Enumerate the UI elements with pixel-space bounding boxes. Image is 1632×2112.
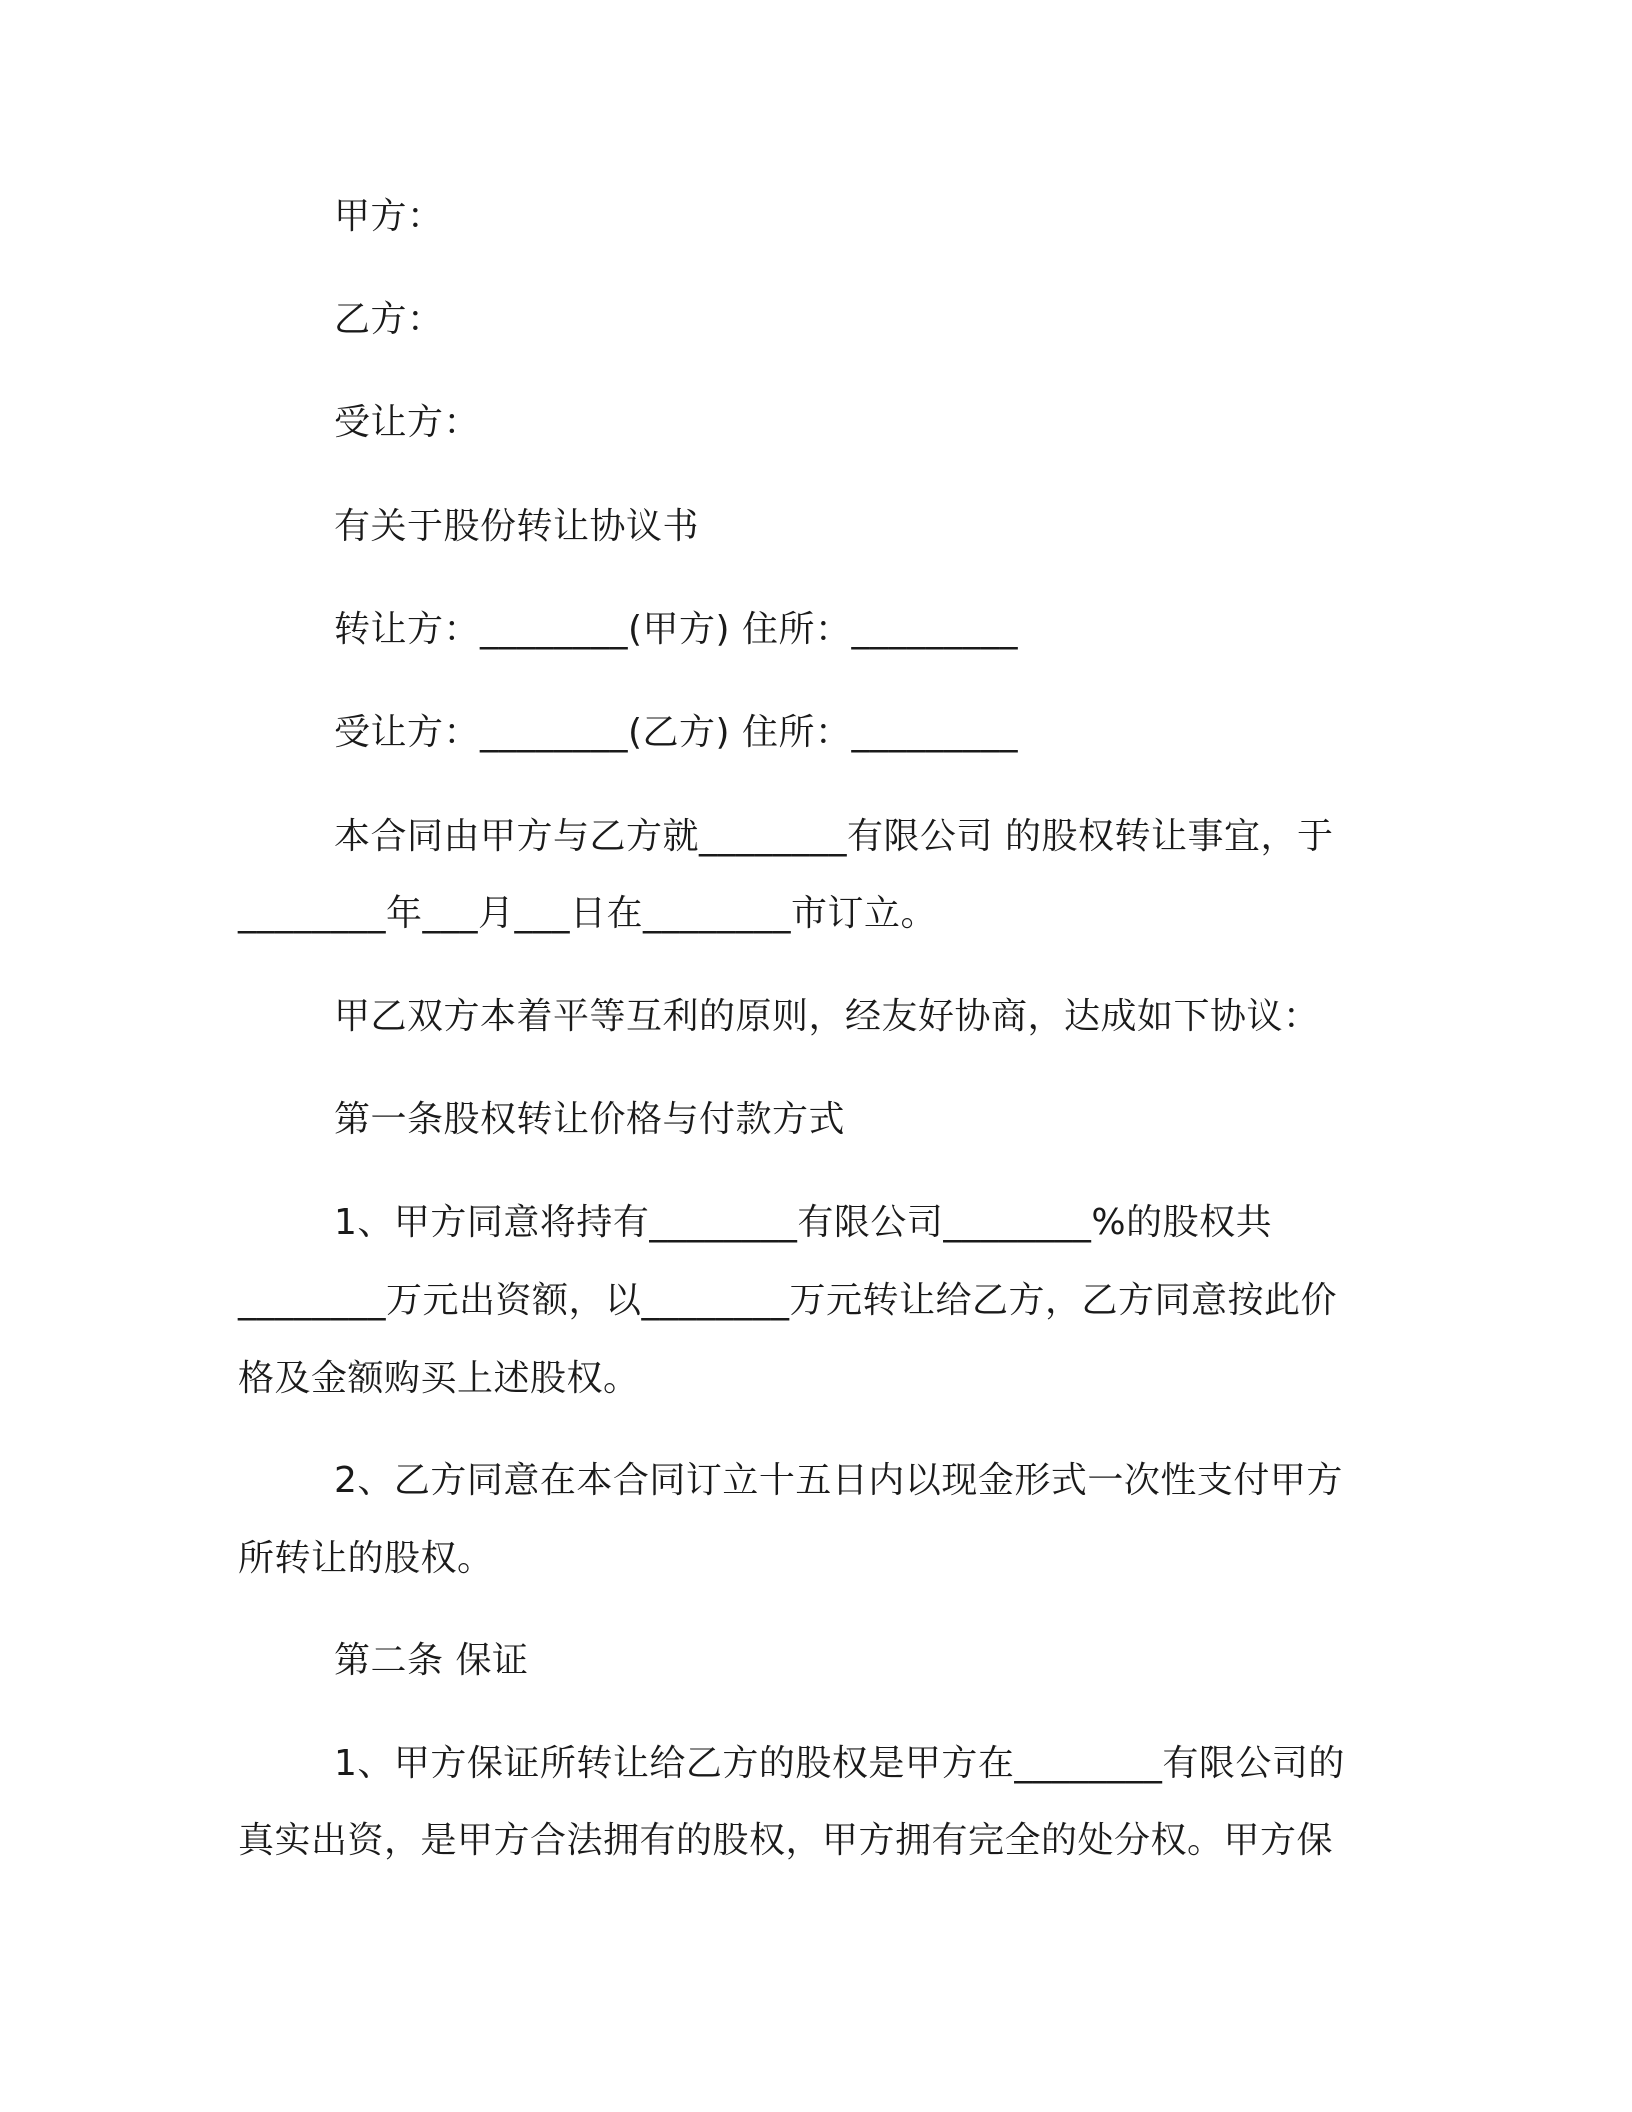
document-title: 有关于股份转让协议书 xyxy=(334,506,700,547)
party-b-label: 乙方： xyxy=(334,299,444,340)
article2-title: 第二条 保证 xyxy=(334,1640,529,1681)
principle-paragraph: 甲乙双方本着平等互利的原则，经友好协商，达成如下协议： xyxy=(334,996,1320,1037)
transferee-line: 受让方：________(乙方) 住所：_________ xyxy=(334,712,1019,753)
party-a-label: 甲方： xyxy=(334,196,444,237)
intro-line-1: 本合同由甲方与乙方就________有限公司 的股权转让事宜，于 xyxy=(334,816,1334,857)
article1-clause1-line-2: ________万元出资额，以________万元转让给乙方，乙方同意按此价 xyxy=(238,1280,1338,1321)
assignee-label: 受让方： xyxy=(334,402,481,443)
article1-clause2-line-2: 所转让的股权。 xyxy=(238,1538,494,1579)
article2-clause1-line-2: 真实出资，是甲方合法拥有的股权，甲方拥有完全的处分权。甲方保 xyxy=(238,1820,1334,1861)
transferor-line: 转让方：________(甲方) 住所：_________ xyxy=(334,609,1019,650)
article1-clause2-line-1: 2、乙方同意在本合同订立十五日内以现金形式一次性支付甲方 xyxy=(334,1460,1343,1501)
article2-clause1-line-1: 1、甲方保证所转让给乙方的股权是甲方在________有限公司的 xyxy=(334,1743,1345,1784)
article1-clause1-line-1: 1、甲方同意将持有________有限公司________%的股权共 xyxy=(334,1202,1273,1243)
article1-title: 第一条股权转让价格与付款方式 xyxy=(334,1099,846,1140)
article1-clause1-line-3: 格及金额购买上述股权。 xyxy=(238,1358,640,1399)
intro-line-2: ________年___月___日在________市订立。 xyxy=(238,893,938,934)
